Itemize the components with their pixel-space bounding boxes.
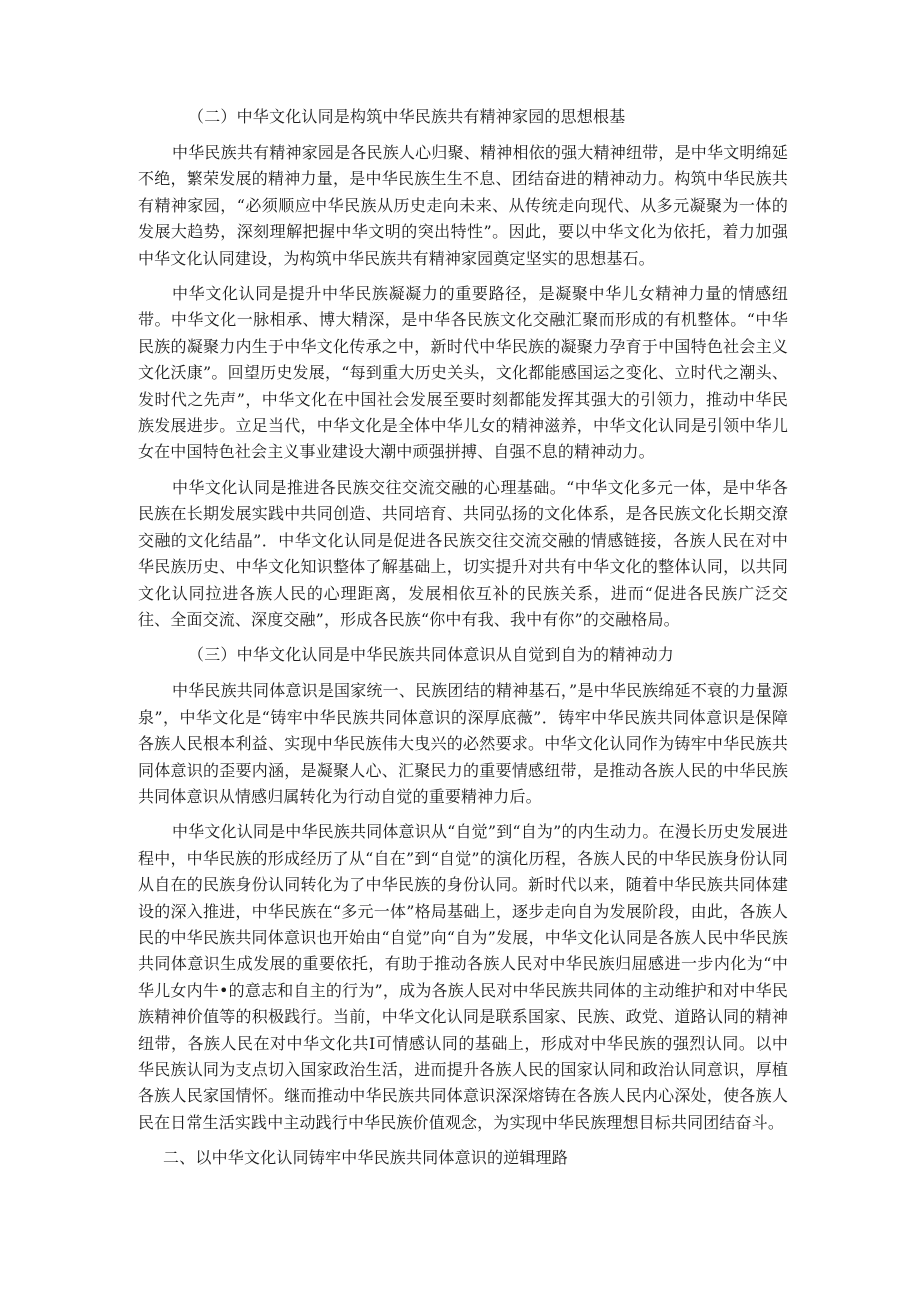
section-two-paragraph-3: 中华文化认同是推进各民族交往交流交融的心理基础。“中华文化多元一体，是中华各民族在长期发展实践中共同创造、共同培育、共同弘扬的文化体系，是各民族文化长期交潦交融的文化结晶”．中华文化认同是促进各民族交往交流交融的情感链接，各族人民在对中华民族历史、中华文化知识整体了解基础上，切实提升对共有中华文化的整体认同，以共同文化认同拉进各族人民的心理距离，发展相依互补的民族关系，进而“促进各民族广泛交往、全面交流、深度交融”，形成各民族“你中有我、我中有你”的交融格局。 [138,477,788,629]
section-two-paragraph-2: 中华文化认同是提升中华民族凝凝力的重要路径，是凝聚中华儿女精神力量的情感纽带。中华文化一脉相承、博大精深，是中华各民族文化交融汇聚而形成的有机整体。“中华民族的凝聚力内生于中华文化传承之中，新时代中华民族的凝聚力孕育于中国特色社会主义文化沃康”。回望历史发展，“每到重大历史关头，文化都能感国运之变化、立时代之潮头、发时代之先声”，中华文化在中国社会发展至要时刻都能发挥其强大的引领力，推动中华民族发展进步。立足当代，中华文化是全体中华儿女的精神滋养，中华文化认同是引领中华儿女在中国特色社会主义事业建设大潮中顽强拼搏、自强不息的精神动力。 [138,284,788,462]
section-two-heading: （二）中华文化认同是构筑中华民族共有精神家园的思想根基 [188,107,626,126]
section-two-paragraph-1: 中华民族共有精神家园是各民族人心归聚、精神相依的强大精神纽带，是中华文明绵延不绝，繁荣发展的精神力量，是中华民族生生不息、团结奋进的精神动力。构筑中华民族共有精神家园，“必须顺应中华民族从历史走向未来、从传统走向现代、从多元凝聚为一体的发展大趋势，深刻理解把握中华文明的突出特性”。因此，要以中华文化为依托，着力加强中华文化认同建设，为构筑中华民族共有精神家园奠定坚实的思想基石。 [138,143,788,268]
section-three-paragraph-2: 中华文化认同是中华民族共同体意识从“自觉”到“自为”的内生动力。在漫长历史发展进程中，中华民族的形成经历了从“自在”到“自觉”的演化历程，各族人民的中华民族身份认同从自在的民族身份认同转化为了中华民族的身份认同。新时代以来，随着中华民族共同体建设的深入推进，中华民族在“多元一体”格局基础上，逐步走向自为发展阶段，由此，各族人民的中华民族共同体意识也开始由“自觉”向“自为”发展，中华文化认同是各族人民中华民族共同体意识生成发展的重要依托，有助于推动各族人民对中华民族归屈感进一步内化为“中华儿女内牛•的意志和自主的行为”，成为各族人民对中华民族共同体的主动维护和对中华民族精神价值等的积极践行。当前，中华文化认同是联系国家、民族、政党、道路认同的精神纽带，各族人民在对中华文化共I可情感认同的基础上，形成对中华民族的强烈认同。以中华民族认同为支点切入国家政治生活，进而提升各族人民的国家认同和政治认同意识，厚植各族人民家国情怀。继而推动中华民族共同体意识深深熔铸在各族人民内心深处，使各族人民在日常生活实践中主动践行中华民族价值观念，为实现中华民族理想目标共同团结奋斗。 [138,822,788,1132]
section-three-paragraph-1: 中华民族共同体意识是国家统一、民族团结的精神基石，”是中华民族绵延不衰的力量源泉”，中华文化是“铸牢中华民族共同体意识的深厚底薇”．铸牢中华民族共同体意识是保障各族人民根本利益、实现中华民族伟大曳兴的必然要求。中华文化认同作为铸牢中华民族共同体意识的歪要内涵，是凝聚人心、汇聚民力的重要情感纽带，是推动各族人民的中华民族共同体意识从情感归属转化为行动自觉的重要精神力后。 [138,681,788,806]
section-three-heading: （三）中华文化认同是中华民族共同体意识从自觉到自为的精神动力 [188,645,675,665]
document-page [138,100,788,1181]
chapter-two-heading: 二、以中华文化认同铸牢中华民族共同体意识的逆辑理路 [163,1148,569,1168]
